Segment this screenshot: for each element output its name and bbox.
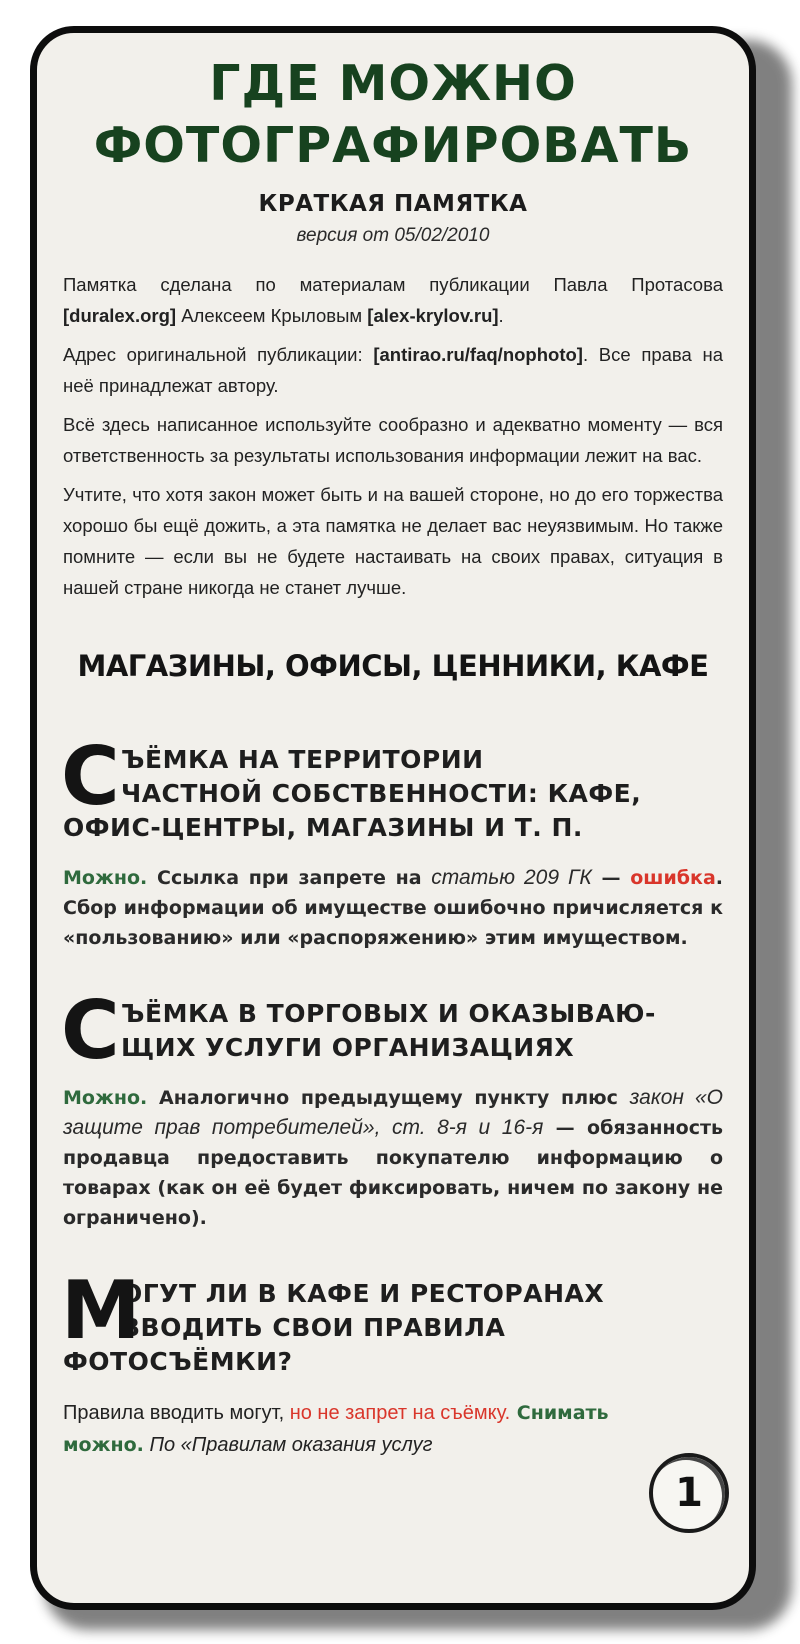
question-1-answer bbox=[63, 863, 723, 953]
dropcap: С bbox=[61, 730, 121, 823]
title-line-1: ГДЕ МОЖНО bbox=[209, 55, 577, 112]
answer-text: Аналогично предыдущему пункту плюс bbox=[147, 1087, 630, 1109]
dropcap: М bbox=[61, 1264, 142, 1357]
intro-paragraph-4: Учтите, что хотя закон может быть и на вашей стороне, но до его торжества хорошо бы ещё дожить, а эта памятка не делает вас неуязвимым. Но также помните — если вы не будете настаивать на своих правах, ситуация в нашей стране никогда не станет лучше. bbox=[63, 484, 723, 598]
question-1-heading bbox=[61, 730, 723, 845]
question-1-line-3: ОФИС-ЦЕНТРЫ, МАГАЗИНЫ И Т. П. bbox=[63, 813, 583, 842]
question-3-answer bbox=[63, 1397, 643, 1461]
answer-text: Ссылка при запрете на bbox=[147, 867, 432, 889]
question-3-heading bbox=[61, 1264, 723, 1379]
answer-text: Правила вводить могут, bbox=[63, 1402, 290, 1424]
answer-text: — обязанность продавца предоставить покупателю информацию о товарах (как он её будет фиксировать, ничем по закону не ограничено). bbox=[63, 1117, 723, 1229]
answer-text: . Сбор информации об имуществе ошибочно причисляется к «пользованию» или «распоряжению» этим имуществом. bbox=[63, 867, 723, 949]
intro-paragraph-3: Всё здесь написанное используйте сообразно и адекватно моменту — вся ответственность за результаты использования информации лежит на вас. bbox=[63, 414, 723, 466]
question-2-answer bbox=[63, 1083, 723, 1233]
intro-text: Памятка сделана по материалам публикации Павла Протасова bbox=[63, 274, 723, 295]
question-1-line-2: ЧАСТНОЙ СОБСТВЕННОСТИ: КАФЕ, bbox=[121, 779, 642, 808]
intro-text: Адрес оригинальной публикации: bbox=[63, 344, 374, 365]
version-date: версия от 05/02/2010 bbox=[296, 225, 490, 246]
subtitle: КРАТКАЯ ПАМЯТКА bbox=[258, 191, 528, 217]
page-number-badge: 1 bbox=[649, 1453, 729, 1533]
intro-text: . bbox=[498, 305, 504, 326]
question-1-line-1: ЪЁМКА НА ТЕРРИТОРИИ bbox=[121, 745, 484, 774]
intro-paragraph-1 bbox=[63, 269, 723, 331]
answer-text: По «Правилам оказания услуг bbox=[143, 1434, 433, 1456]
memo-card bbox=[30, 26, 756, 1610]
intro-paragraph-2 bbox=[63, 339, 723, 401]
verdict: Снимать можно. bbox=[63, 1402, 609, 1456]
law-reference: закон «О защите прав потребителей», ст. 8-я и 16-я bbox=[63, 1086, 723, 1139]
question-2-heading bbox=[61, 984, 723, 1077]
intro-text: Алексеем Крыловым bbox=[176, 305, 368, 326]
question-3-line-2: ВВОДИТЬ СВОИ ПРАВИЛА bbox=[121, 1313, 506, 1342]
title-line-2: ФОТОГРАФИРОВАТЬ bbox=[93, 117, 693, 174]
answer-text: — bbox=[591, 867, 631, 889]
section-heading: МАГАЗИНЫ, ОФИСЫ, ЦЕННИКИ, КАФЕ bbox=[77, 649, 709, 683]
question-2-line-2: ЩИХ УСЛУГИ ОРГАНИЗАЦИЯХ bbox=[121, 1033, 575, 1062]
dropcap: С bbox=[61, 984, 121, 1077]
restriction-note: но не запрет на съёмку. bbox=[289, 1402, 511, 1424]
intro-text: . Все права на неё принадлежат автору. bbox=[63, 344, 723, 396]
link-antirao[interactable]: [antirao.ru/faq/nophoto] bbox=[373, 344, 583, 365]
question-2-line-1: ЪЁМКА В ТОРГОВЫХ И ОКАЗЫВАЮ- bbox=[121, 999, 656, 1028]
intro-block bbox=[63, 269, 723, 603]
link-duralex[interactable]: [duralex.org] bbox=[63, 305, 177, 326]
question-3-line-1: ОГУТ ЛИ В КАФЕ И РЕСТОРАНАХ bbox=[121, 1279, 605, 1308]
law-reference: статью 209 ГК bbox=[431, 866, 592, 889]
question-3-line-3: ФОТОСЪЁМКИ? bbox=[63, 1347, 293, 1376]
verdict: Можно. bbox=[63, 1087, 148, 1109]
link-alex-krylov[interactable]: [alex-krylov.ru] bbox=[367, 305, 499, 326]
verdict: Можно. bbox=[63, 867, 148, 889]
page-title bbox=[63, 53, 723, 177]
memo-content bbox=[63, 53, 723, 1461]
error-mark: ошибка bbox=[630, 867, 716, 889]
